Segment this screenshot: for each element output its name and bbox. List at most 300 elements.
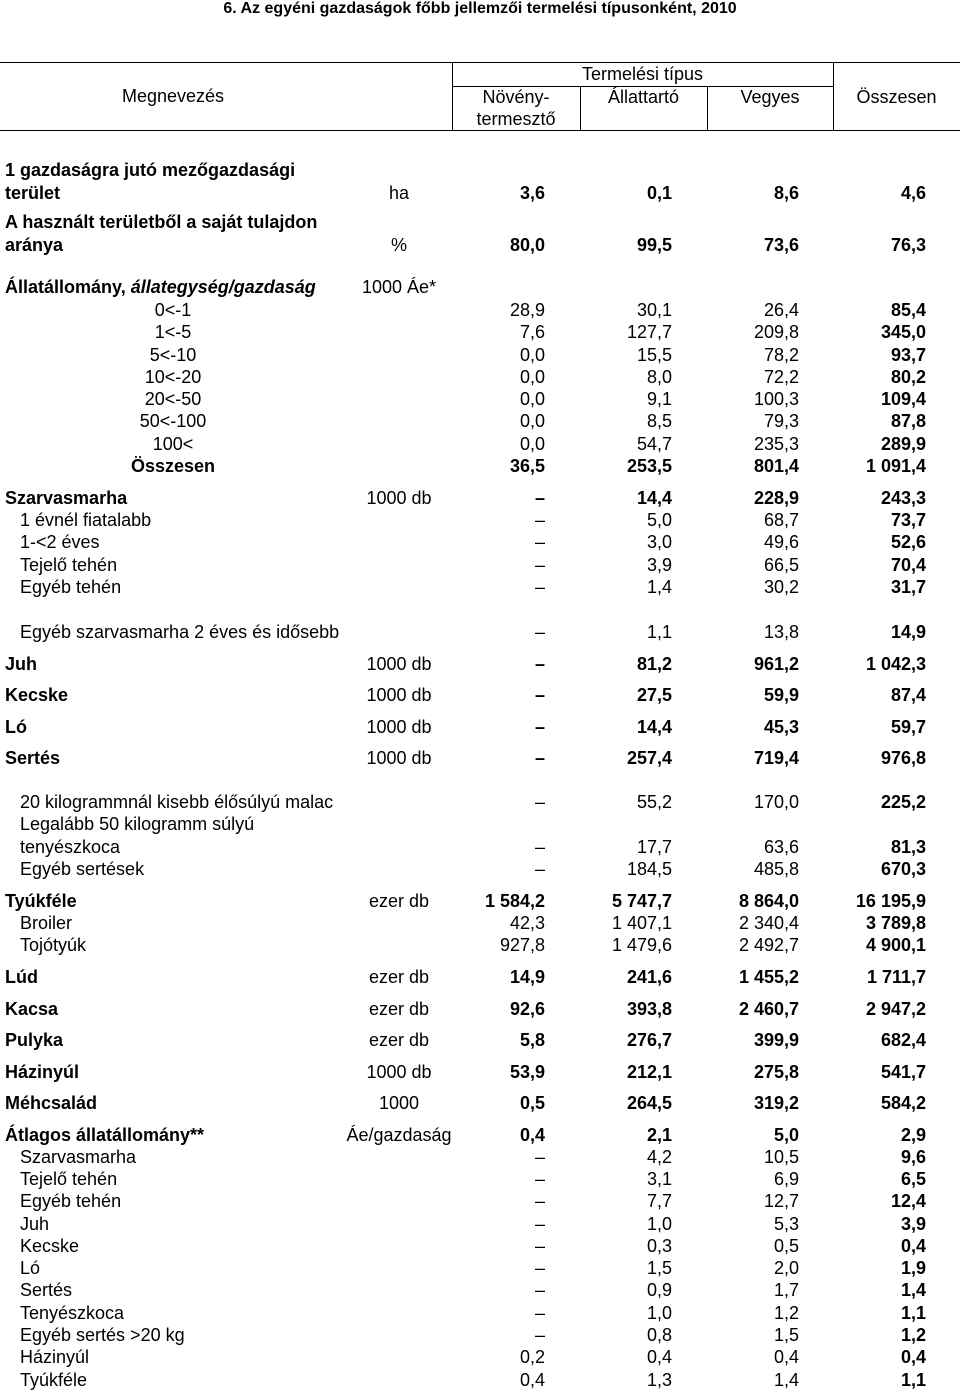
cell-novenytermeszto: –	[534, 510, 545, 530]
cell-vegyes: 72,2	[763, 367, 799, 387]
cell-novenytermeszto: 0,0	[519, 345, 545, 365]
cell-vegyes: 8,6	[773, 183, 799, 203]
row-label	[20, 1302, 124, 1325]
cell-vegyes: 66,5	[763, 555, 799, 575]
row-label	[5, 1092, 97, 1115]
cell-allattarto: 0,1	[646, 183, 672, 203]
row-label	[5, 1124, 204, 1147]
row-label-line: 1 gazdaságra jutó mezőgazdasági	[5, 160, 296, 180]
cell-osszesen: 87,8	[890, 411, 926, 431]
cell-vegyes: 209,8	[753, 322, 799, 342]
cell-vegyes: 1,7	[773, 1280, 799, 1300]
cell-novenytermeszto: 92,6	[509, 999, 545, 1019]
row-label	[0, 433, 346, 456]
row-label	[0, 366, 346, 389]
table-subrow	[0, 858, 960, 881]
row-label	[5, 998, 58, 1021]
row-label	[20, 1235, 79, 1258]
table-subrow	[0, 509, 960, 532]
cell-osszesen: 3 789,8	[865, 913, 926, 933]
table-subrow	[0, 1302, 960, 1325]
table-subrow	[0, 531, 960, 554]
row-label	[5, 276, 316, 299]
row-label-text: 100<	[152, 434, 194, 454]
cell-allattarto: 9,1	[646, 389, 672, 409]
row-label	[20, 1146, 136, 1169]
cell-osszesen: 670,3	[880, 859, 926, 879]
cell-allattarto: 8,0	[646, 367, 672, 387]
cell-novenytermeszto: 14,9	[509, 967, 545, 987]
cell-vegyes: 0,5	[773, 1236, 799, 1256]
table-subrow	[0, 621, 960, 644]
row-label	[20, 1168, 117, 1191]
row-unit: 1000 db	[366, 748, 432, 768]
row-label-text: Egyéb sertések	[20, 859, 145, 879]
table-subrow	[0, 576, 960, 599]
row-unit: ezer db	[368, 891, 430, 911]
row-label	[0, 344, 346, 367]
table-row	[0, 211, 960, 257]
row-label	[5, 1061, 79, 1084]
row-unit: ezer db	[368, 967, 430, 987]
cell-allattarto: 54,7	[636, 434, 672, 454]
cell-osszesen: 1,2	[900, 1325, 926, 1345]
table-subrow	[0, 1235, 960, 1258]
row-unit: ezer db	[368, 999, 430, 1019]
row-label	[0, 455, 346, 478]
cell-vegyes: 10,5	[763, 1147, 799, 1167]
cell-novenytermeszto: 0,4	[519, 1125, 545, 1145]
cell-vegyes: 26,4	[763, 300, 799, 320]
row-label	[5, 159, 295, 205]
row-label	[0, 410, 346, 433]
cell-vegyes: 2 460,7	[738, 999, 799, 1019]
table-subrow	[0, 934, 960, 957]
row-label	[0, 299, 346, 322]
row-label-text: Broiler	[20, 913, 73, 933]
table-row	[0, 890, 960, 913]
cell-allattarto: 1,3	[646, 1370, 672, 1390]
cell-vegyes: 961,2	[753, 654, 799, 674]
cell-novenytermeszto: –	[534, 1258, 545, 1278]
row-label-line: Legalább 50 kilogramm súlyú	[20, 814, 255, 834]
table-row	[0, 966, 960, 989]
cell-allattarto: 81,2	[636, 654, 672, 674]
cell-vegyes: 1 455,2	[738, 967, 799, 987]
cell-vegyes: 59,9	[763, 685, 799, 705]
cell-osszesen: 14,9	[890, 622, 926, 642]
cell-osszesen: 6,5	[900, 1169, 926, 1189]
cell-novenytermeszto: 5,8	[519, 1030, 545, 1050]
cell-osszesen: 682,4	[880, 1030, 926, 1050]
row-unit: 1000 db	[366, 717, 432, 737]
row-label-text: Szarvasmarha	[20, 1147, 137, 1167]
row-label-text: Szarvasmarha	[5, 488, 128, 508]
row-label-text: Tyúkféle	[5, 891, 77, 911]
cell-allattarto: 1,0	[646, 1303, 672, 1323]
row-label-text: Egyéb tehén	[20, 577, 122, 597]
cell-novenytermeszto: –	[534, 717, 545, 737]
row-label	[20, 858, 144, 881]
row-unit: %	[390, 235, 407, 255]
cell-osszesen: 0,4	[900, 1236, 926, 1256]
row-label	[20, 509, 151, 532]
row-label-text: Kecske	[20, 1236, 80, 1256]
cell-osszesen: 80,2	[890, 367, 926, 387]
cell-allattarto: 1,4	[646, 577, 672, 597]
cell-osszesen: 1 091,4	[865, 456, 926, 476]
cell-allattarto: 241,6	[626, 967, 672, 987]
table-subrow	[0, 1369, 960, 1392]
cell-osszesen: 31,7	[890, 577, 926, 597]
cell-osszesen: 81,3	[890, 837, 926, 857]
table-subrow	[0, 366, 960, 389]
row-unit: ha	[388, 183, 410, 203]
row-label-text: Tyúkféle	[20, 1370, 88, 1390]
cell-vegyes: 78,2	[763, 345, 799, 365]
row-label-text: Összesen	[130, 456, 216, 476]
row-label-text: 5<-10	[149, 345, 197, 365]
row-label-text: Kecske	[5, 685, 69, 705]
row-label-text: Házinyúl	[20, 1347, 90, 1367]
header-col-line: termesztő	[476, 109, 556, 129]
row-unit: 1000 db	[366, 488, 432, 508]
cell-vegyes: 6,9	[773, 1169, 799, 1189]
cell-novenytermeszto: 0,2	[519, 1347, 545, 1367]
row-label-text: Átlagos állatállomány**	[5, 1125, 205, 1145]
cell-vegyes: 2 340,4	[738, 913, 799, 933]
row-label-text: Házinyúl	[5, 1062, 80, 1082]
cell-novenytermeszto: –	[534, 555, 545, 575]
row-label-text: Ló	[5, 717, 27, 737]
table-total-row	[0, 455, 960, 478]
row-label	[20, 621, 339, 644]
cell-allattarto: 8,5	[646, 411, 672, 431]
row-label	[5, 890, 77, 913]
row-label	[5, 487, 127, 510]
row-label	[5, 966, 38, 989]
cell-novenytermeszto: 3,6	[519, 183, 545, 203]
row-label	[20, 1213, 49, 1236]
cell-novenytermeszto: 7,6	[519, 322, 545, 342]
cell-novenytermeszto: –	[534, 1214, 545, 1234]
cell-novenytermeszto: –	[534, 532, 545, 552]
cell-allattarto: 1 479,6	[611, 935, 672, 955]
cell-osszesen: 3,9	[900, 1214, 926, 1234]
row-label-line: A használt területből a saját tulajdon	[5, 212, 318, 232]
table-subrow	[0, 813, 960, 859]
row-label-text: 1<-5	[154, 322, 192, 342]
table-subrow	[0, 1146, 960, 1169]
table-row	[0, 1092, 960, 1115]
cell-allattarto: 14,4	[636, 488, 672, 508]
row-label-text: 50<-100	[139, 411, 207, 431]
row-label-text: Juh	[5, 654, 38, 674]
cell-allattarto: 3,0	[646, 532, 672, 552]
table-subrow	[0, 410, 960, 433]
row-label-text: 0<-1	[154, 300, 192, 320]
cell-osszesen: 976,8	[880, 748, 926, 768]
row-label	[0, 388, 346, 411]
cell-allattarto: 14,4	[636, 717, 672, 737]
table-subrow	[0, 1168, 960, 1191]
cell-allattarto: 3,9	[646, 555, 672, 575]
table-title: 6. Az egyéni gazdaságok főbb jellemzői termelési típusonként, 2010	[223, 0, 737, 17]
table-row	[0, 653, 960, 676]
table-row	[0, 1061, 960, 1084]
cell-vegyes: 228,9	[753, 488, 799, 508]
cell-osszesen: 345,0	[880, 322, 926, 342]
table-subrow	[0, 791, 960, 814]
table-subrow	[0, 554, 960, 577]
row-label	[20, 1190, 121, 1213]
cell-allattarto: 30,1	[636, 300, 672, 320]
cell-novenytermeszto: –	[534, 622, 545, 642]
row-label	[20, 1279, 72, 1302]
cell-novenytermeszto: –	[534, 1191, 545, 1211]
row-label-text: 1-<2 éves	[20, 532, 100, 552]
cell-novenytermeszto: –	[534, 792, 545, 812]
cell-novenytermeszto: 927,8	[499, 935, 545, 955]
row-label-line: aránya	[5, 235, 64, 255]
cell-osszesen: 1,1	[900, 1303, 926, 1323]
header-col-line: Növény-	[482, 87, 550, 107]
cell-novenytermeszto: –	[534, 685, 545, 705]
cell-novenytermeszto: 42,3	[509, 913, 545, 933]
cell-vegyes: 5,3	[773, 1214, 799, 1234]
cell-novenytermeszto: –	[534, 1280, 545, 1300]
row-label	[20, 554, 117, 577]
cell-vegyes: 12,7	[763, 1191, 799, 1211]
table-row	[0, 1124, 960, 1147]
row-label-line: terület	[5, 183, 61, 203]
row-label	[20, 912, 72, 935]
cell-novenytermeszto: –	[534, 1169, 545, 1189]
cell-vegyes: 319,2	[753, 1093, 799, 1113]
cell-allattarto: 212,1	[626, 1062, 672, 1082]
cell-novenytermeszto: 36,5	[509, 456, 545, 476]
cell-osszesen: 541,7	[880, 1062, 926, 1082]
cell-vegyes: 1,4	[773, 1370, 799, 1390]
cell-novenytermeszto: 28,9	[509, 300, 545, 320]
cell-allattarto: 2,1	[646, 1125, 672, 1145]
cell-vegyes: 49,6	[763, 532, 799, 552]
cell-vegyes: 399,9	[753, 1030, 799, 1050]
row-unit: 1000 db	[366, 1062, 432, 1082]
header-bottom-rule	[0, 130, 960, 131]
table-subrow	[0, 321, 960, 344]
cell-novenytermeszto: –	[534, 488, 545, 508]
header-col-vegyes: Vegyes	[740, 87, 800, 107]
cell-novenytermeszto: –	[534, 1147, 545, 1167]
row-label-text: Sertés	[20, 1280, 73, 1300]
row-label-text: Lúd	[5, 967, 38, 987]
cell-allattarto: 0,8	[646, 1325, 672, 1345]
table-subrow	[0, 433, 960, 456]
cell-vegyes: 68,7	[763, 510, 799, 530]
cell-allattarto: 0,4	[646, 1347, 672, 1367]
cell-osszesen: 289,9	[880, 434, 926, 454]
table-row	[0, 684, 960, 707]
cell-novenytermeszto: –	[534, 748, 545, 768]
cell-vegyes: 100,3	[753, 389, 799, 409]
row-label-line: tenyészkoca	[20, 837, 121, 857]
row-label	[0, 321, 346, 344]
cell-osszesen: 1 042,3	[865, 654, 926, 674]
cell-osszesen: 85,4	[890, 300, 926, 320]
row-label	[20, 791, 333, 814]
row-unit: Áe/gazdaság	[346, 1125, 452, 1145]
table-row	[0, 276, 960, 299]
cell-novenytermeszto: 0,0	[519, 367, 545, 387]
row-label-text: 10<-20	[144, 367, 202, 387]
cell-allattarto: 0,3	[646, 1236, 672, 1256]
header-col-osszesen: Összesen	[856, 87, 937, 107]
cell-vegyes: 1,5	[773, 1325, 799, 1345]
table-subrow	[0, 299, 960, 322]
row-label-text: 20 kilogrammnál kisebb élősúlyú malac	[20, 792, 334, 812]
row-label-text: Tenyészkoca	[20, 1303, 125, 1323]
cell-osszesen: 2,9	[900, 1125, 926, 1145]
cell-osszesen: 1 711,7	[866, 967, 926, 987]
table-subrow	[0, 388, 960, 411]
cell-vegyes: 275,8	[753, 1062, 799, 1082]
cell-vegyes: 2,0	[773, 1258, 799, 1278]
row-unit: 1000 db	[366, 654, 432, 674]
cell-novenytermeszto: –	[534, 1325, 545, 1345]
row-label-text: Egyéb tehén	[20, 1191, 122, 1211]
cell-vegyes: 485,8	[753, 859, 799, 879]
header-name-column: Megnevezés	[121, 86, 225, 106]
row-label-text: Pulyka	[5, 1030, 64, 1050]
cell-novenytermeszto: –	[534, 654, 545, 674]
row-label-text: Tejelő tehén	[20, 555, 118, 575]
cell-osszesen: 225,2	[880, 792, 926, 812]
cell-allattarto: 27,5	[636, 685, 672, 705]
cell-allattarto: 55,2	[636, 792, 672, 812]
table-row	[0, 1029, 960, 1052]
row-unit: 1000 db	[366, 685, 432, 705]
cell-osszesen: 584,2	[880, 1093, 926, 1113]
table-row	[0, 716, 960, 739]
cell-osszesen: 2 947,2	[865, 999, 926, 1019]
cell-novenytermeszto: –	[534, 577, 545, 597]
cell-novenytermeszto: 0,0	[519, 434, 545, 454]
cell-allattarto: 5,0	[646, 510, 672, 530]
cell-osszesen: 1,4	[900, 1280, 926, 1300]
header-col-novenytermeszto	[452, 86, 580, 130]
cell-osszesen: 1,9	[900, 1258, 926, 1278]
cell-novenytermeszto: 1 584,2	[484, 891, 545, 911]
cell-osszesen: 9,6	[900, 1147, 926, 1167]
row-label-text: Kacsa	[5, 999, 59, 1019]
row-label	[5, 653, 37, 676]
cell-osszesen: 73,7	[890, 510, 926, 530]
cell-novenytermeszto: –	[534, 1236, 545, 1256]
cell-vegyes: 73,6	[763, 235, 799, 255]
row-unit: ezer db	[368, 1030, 430, 1050]
row-label	[5, 211, 317, 257]
header-col-allattarto: Állattartó	[607, 87, 680, 107]
cell-vegyes: 63,6	[763, 837, 799, 857]
row-label	[20, 531, 100, 554]
row-label-text: Egyéb sertés >20 kg	[20, 1325, 185, 1345]
cell-allattarto: 184,5	[626, 859, 672, 879]
row-label-text: Egyéb szarvasmarha 2 éves és idősebb	[20, 622, 340, 642]
cell-vegyes: 801,4	[753, 456, 799, 476]
cell-allattarto: 1 407,1	[611, 913, 672, 933]
row-label	[20, 1257, 40, 1280]
row-label	[5, 747, 60, 770]
row-label-text: Ló	[20, 1258, 41, 1278]
cell-allattarto: 253,5	[626, 456, 672, 476]
cell-vegyes: 13,8	[763, 622, 799, 642]
row-label-text: Tojótyúk	[20, 935, 87, 955]
cell-vegyes: 0,4	[773, 1347, 799, 1367]
row-label-text: Tejelő tehén	[20, 1169, 118, 1189]
cell-vegyes: 170,0	[753, 792, 799, 812]
cell-osszesen: 87,4	[890, 685, 926, 705]
table-subrow	[0, 1346, 960, 1369]
cell-osszesen: 0,4	[900, 1347, 926, 1367]
cell-osszesen: 76,3	[890, 235, 926, 255]
cell-osszesen: 52,6	[890, 532, 926, 552]
row-label	[20, 813, 254, 859]
row-label	[20, 1369, 87, 1392]
row-label	[20, 1346, 89, 1369]
row-label	[5, 716, 27, 739]
cell-novenytermeszto: 53,9	[509, 1062, 545, 1082]
row-label-text: 20<-50	[144, 389, 202, 409]
cell-allattarto: 393,8	[626, 999, 672, 1019]
cell-allattarto: 17,7	[636, 837, 672, 857]
table-row	[0, 998, 960, 1021]
table-subrow	[0, 1257, 960, 1280]
cell-novenytermeszto: –	[534, 1303, 545, 1323]
cell-vegyes: 2 492,7	[738, 935, 799, 955]
cell-vegyes: 5,0	[773, 1125, 799, 1145]
row-label	[5, 1029, 63, 1052]
cell-allattarto: 276,7	[626, 1030, 672, 1050]
cell-vegyes: 45,3	[763, 717, 799, 737]
cell-novenytermeszto: –	[534, 837, 545, 857]
cell-allattarto: 1,5	[646, 1258, 672, 1278]
row-label	[20, 576, 121, 599]
cell-vegyes: 1,2	[773, 1303, 799, 1323]
cell-allattarto: 264,5	[626, 1093, 672, 1113]
row-label	[20, 934, 86, 957]
cell-novenytermeszto: 80,0	[509, 235, 545, 255]
cell-allattarto: 1,0	[646, 1214, 672, 1234]
cell-allattarto: 0,9	[646, 1280, 672, 1300]
row-label	[5, 684, 68, 707]
cell-osszesen: 93,7	[890, 345, 926, 365]
table-subrow	[0, 1213, 960, 1236]
cell-vegyes: 235,3	[753, 434, 799, 454]
cell-novenytermeszto: 0,5	[519, 1093, 545, 1113]
cell-allattarto: 4,2	[646, 1147, 672, 1167]
cell-osszesen: 4 900,1	[865, 935, 926, 955]
row-label-text: Méhcsalád	[5, 1093, 98, 1113]
row-label-text: Sertés	[5, 748, 61, 768]
cell-osszesen: 16 195,9	[855, 891, 926, 911]
table-subrow	[0, 1190, 960, 1213]
table-row	[0, 747, 960, 770]
cell-allattarto: 5 747,7	[611, 891, 672, 911]
row-label-text: 1 évnél fiatalabb	[20, 510, 152, 530]
cell-osszesen: 12,4	[890, 1191, 926, 1211]
cell-allattarto: 127,7	[626, 322, 672, 342]
